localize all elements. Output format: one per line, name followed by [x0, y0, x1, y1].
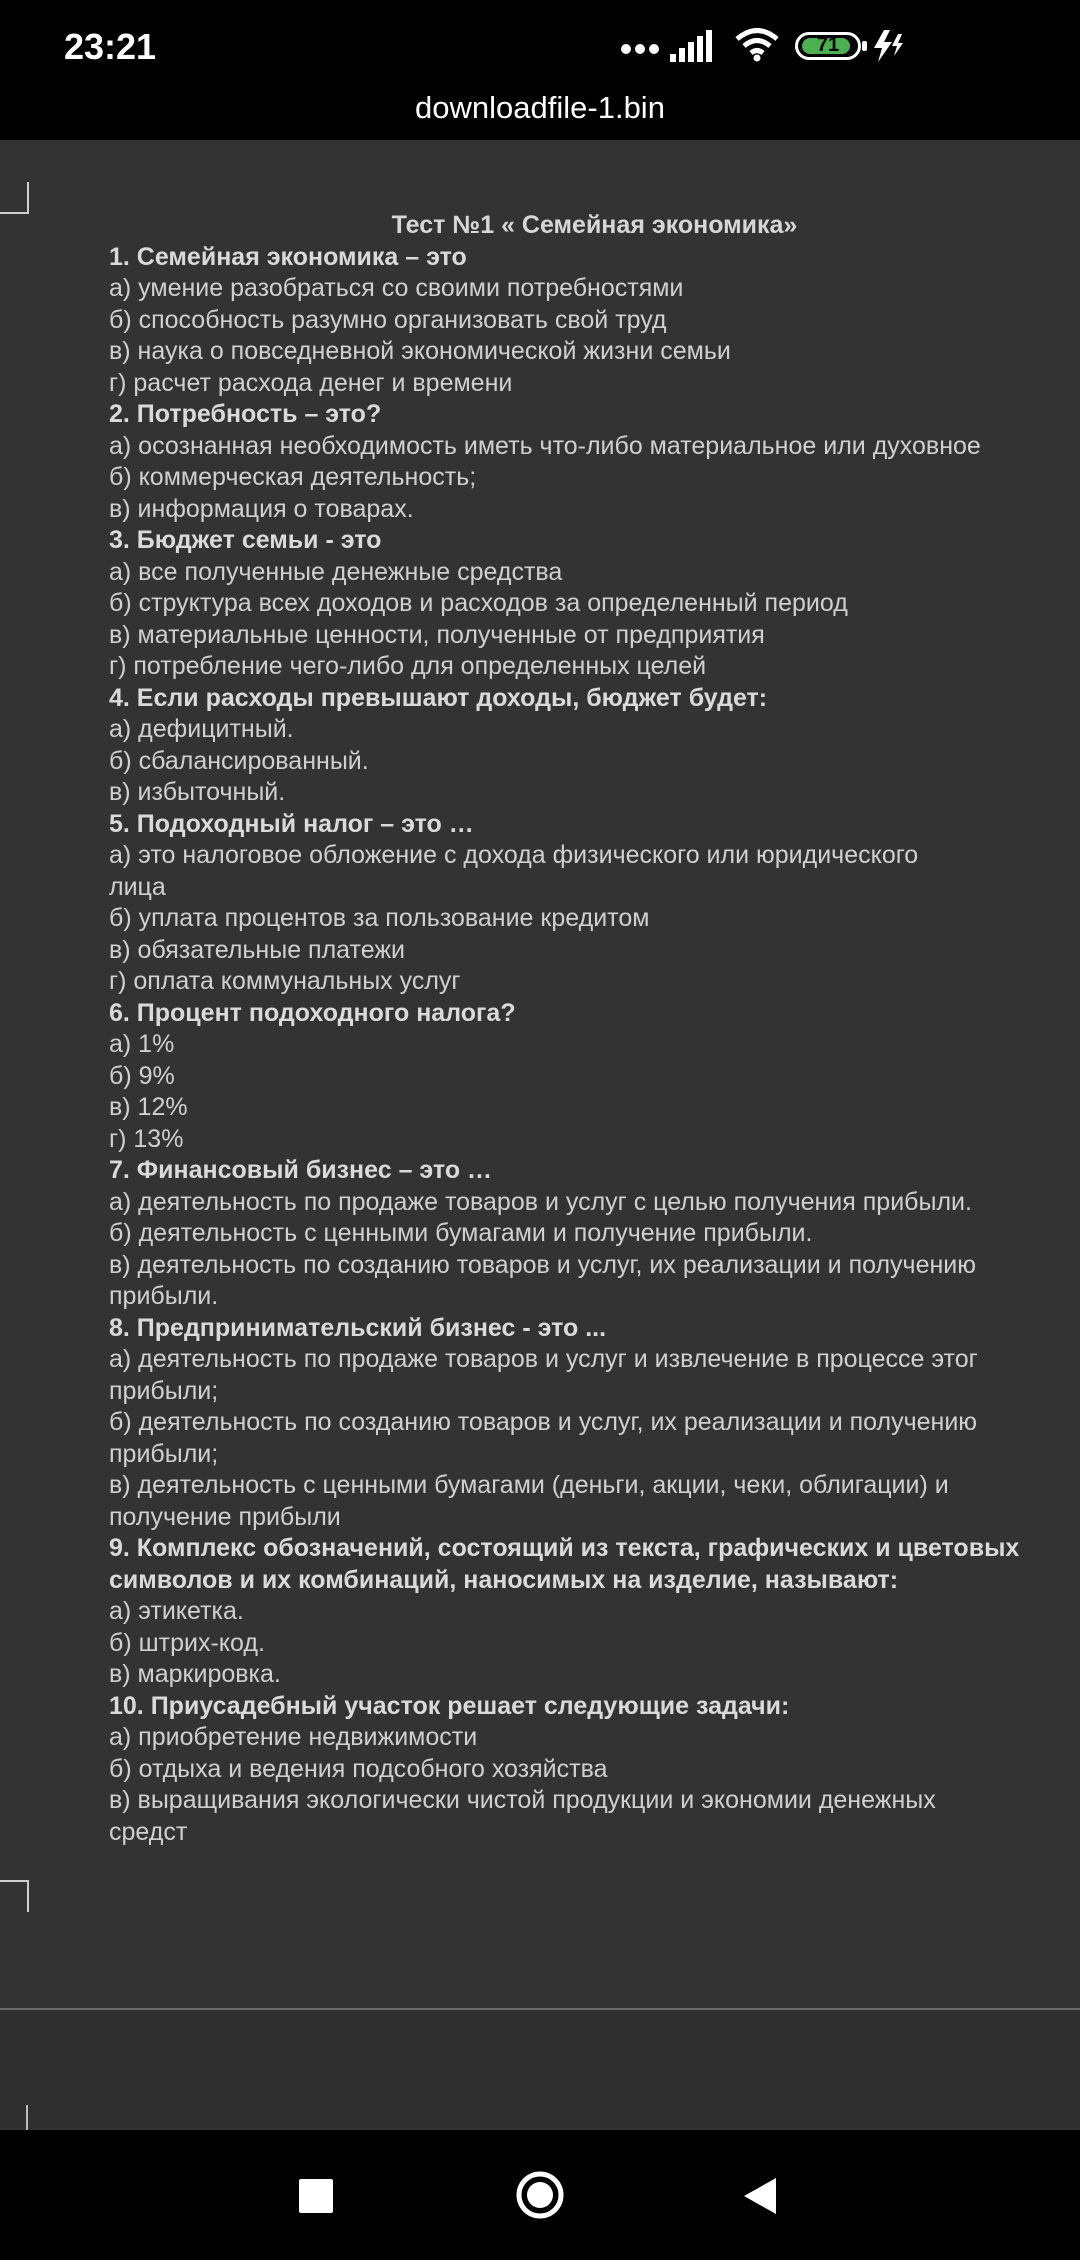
answer-line: в) 12% [109, 1093, 188, 1121]
question-line: 9. Комплекс обозначений, состоящий из текста, графических и цветовых [109, 1534, 1020, 1562]
answer-line: б) деятельность с ценными бумагами и получение прибыли. [109, 1219, 813, 1247]
document-page[interactable] [0, 140, 1080, 2010]
answer-line: б) способность разумно организовать свой труд [109, 305, 667, 334]
battery-level: 71 [816, 34, 840, 56]
answer-line: а) умение разобраться со своими потребностями [109, 274, 684, 302]
battery-indicator [795, 32, 861, 60]
answer-line: б) коммерческая деятельность; [109, 463, 477, 491]
question-line: 10. Приусадебный участок решает следующие задачи: [109, 1691, 790, 1720]
answer-line: в) информация о товарах. [109, 494, 414, 523]
wifi-icon [735, 28, 779, 62]
answer-line: а) все полученные денежные средства [109, 557, 563, 586]
title-bar [0, 90, 1080, 140]
answer-line: г) потребление чего-либо для определенных целей [109, 652, 707, 680]
status-bar [0, 0, 1080, 96]
answer-line: б) штрих-код. [109, 1628, 265, 1657]
document-text [109, 210, 1080, 1848]
answer-line: б) сбалансированный. [109, 746, 369, 775]
answer-line: а) приобретение недвижимости [109, 1723, 478, 1751]
answer-line: б) 9% [109, 1061, 175, 1090]
answer-line: в) маркировка. [109, 1660, 281, 1688]
answer-line: в) обязательные платежи [109, 935, 406, 964]
more-notifications-icon [620, 42, 660, 56]
clock: 23:21 [64, 26, 157, 67]
charging-icon [870, 28, 906, 64]
page-corner-mark [0, 182, 29, 214]
navigation-bar [0, 2130, 1080, 2260]
recents-button[interactable] [298, 2178, 334, 2214]
answer-line: б) уплата процентов за пользование кредитом [109, 904, 650, 932]
answer-line: средст [109, 1817, 188, 1846]
question-line: 5. Подоходный налог – это … [109, 809, 474, 838]
question-line: 7. Финансовый бизнес – это … [109, 1156, 493, 1184]
question-line: 3. Бюджет семьи - это [109, 526, 382, 554]
question-line: 1. Семейная экономика – это [109, 242, 467, 271]
answer-line: а) деятельность по продаже товаров и услуг и извлечение в процессе этог [109, 1345, 978, 1373]
next-page[interactable] [0, 2010, 1080, 2130]
answer-line: в) материальные ценности, полученные от предприятия [109, 620, 765, 649]
answer-line: г) расчет расхода денег и времени [109, 368, 513, 397]
answer-line: а) этикетка. [109, 1597, 244, 1625]
home-button[interactable] [515, 2170, 565, 2220]
answer-line: б) деятельность по созданию товаров и услуг, их реализации и получению [109, 1408, 978, 1436]
answer-line: прибыли. [109, 1282, 219, 1310]
document-lines [109, 242, 1080, 1849]
page-corner-mark [0, 1880, 29, 1912]
answer-line: а) дефицитный. [109, 715, 294, 743]
answer-line: г) 13% [109, 1124, 184, 1153]
question-line: 6. Процент подоходного налога? [109, 998, 516, 1027]
answer-line: в) деятельность с ценными бумагами (деньги, акции, чеки, облигации) и [109, 1471, 949, 1499]
answer-line: б) структура всех доходов и расходов за определенный период [109, 589, 848, 617]
answer-line: а) это налоговое обложение с дохода физического или юридического [109, 841, 919, 869]
answer-line: г) оплата коммунальных услуг [109, 967, 461, 995]
signal-icon [670, 30, 714, 62]
question-line: символов и их комбинаций, наносимых на изделие, называют: [109, 1565, 899, 1594]
back-button[interactable] [742, 2176, 778, 2216]
question-line: 4. Если расходы превышают доходы, бюджет будет: [109, 683, 768, 712]
answer-line: прибыли; [109, 1376, 219, 1405]
answer-line: получение прибыли [109, 1502, 341, 1531]
file-title: downloadfile-1.bin [415, 90, 665, 125]
question-line: 2. Потребность – это? [109, 400, 382, 428]
answer-line: а) деятельность по продаже товаров и услуг с целью получения прибыли. [109, 1187, 972, 1216]
answer-line: б) отдыха и ведения подсобного хозяйства [109, 1754, 608, 1783]
answer-line: в) наука о повседневной экономической жизни семьи [109, 337, 731, 365]
answer-line: прибыли; [109, 1439, 219, 1468]
answer-line: а) 1% [109, 1030, 175, 1058]
answer-line: а) осознанная необходимость иметь что-либо материальное или духовное [109, 431, 981, 460]
answer-line: лица [109, 872, 166, 901]
document-heading: Тест №1 « Семейная экономика» [391, 211, 798, 239]
answer-line: в) выращивания экологически чистой продукции и экономии денежных [109, 1786, 936, 1814]
answer-line: в) деятельность по созданию товаров и услуг, их реализации и получению [109, 1250, 976, 1279]
answer-line: в) избыточный. [109, 778, 286, 806]
question-line: 8. Предпринимательский бизнес - это ... [109, 1313, 607, 1342]
page-corner-mark [26, 2105, 28, 2130]
